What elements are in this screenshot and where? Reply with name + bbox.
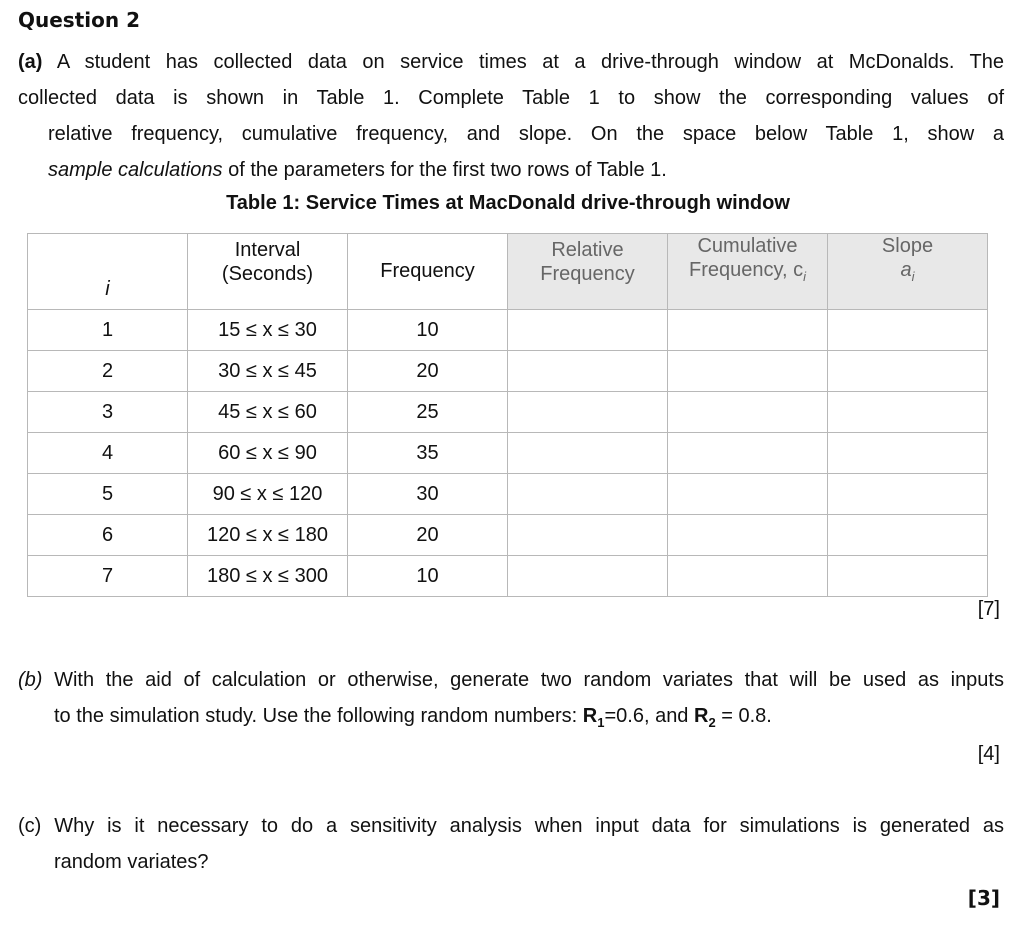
table-row [28, 310, 988, 351]
header-frequency: Frequency [348, 234, 508, 310]
cell-slope[interactable] [828, 474, 988, 515]
cell-slope[interactable] [828, 515, 988, 556]
cell-i: 5 [28, 474, 188, 515]
table-row [28, 351, 988, 392]
part-a-line-3: relative frequency, cumulative frequency, and slope. On the space below Table 1, show a [48, 123, 1004, 145]
table-caption: Table 1: Service Times at MacDonald drive-through window [226, 192, 790, 214]
header-slope: Slope $a_i$ [828, 234, 988, 310]
cell-cumulative-frequency[interactable] [668, 474, 828, 515]
header-relative-frequency: Relative Frequency [508, 234, 668, 310]
part-a-line-1-text: A student has collected data on service times at a drive-through window at McDonalds. The [56, 51, 1005, 73]
cell-i: 4 [28, 433, 188, 474]
part-b-label: (b) [18, 669, 43, 691]
table-row [28, 515, 988, 556]
cell-relative-frequency[interactable] [508, 556, 668, 597]
part-a-line-4-italic: sample calculations [48, 159, 223, 181]
cell-i: 1 [28, 310, 188, 351]
table-row [28, 392, 988, 433]
cell-cumulative-frequency[interactable] [668, 351, 828, 392]
cell-relative-frequency[interactable] [508, 474, 668, 515]
part-a-line-2: collected data is shown in Table 1. Complete Table 1 to show the corresponding values of [18, 87, 1004, 109]
part-b-text [18, 662, 1004, 741]
cell-frequency: 30 [348, 474, 508, 515]
cell-cumulative-frequency[interactable] [668, 433, 828, 474]
part-a-line-4-rest: of the parameters for the first two rows of Table 1. [222, 159, 667, 181]
cell-slope[interactable] [828, 392, 988, 433]
part-b-line-1: (b) With the aid of calculation or otherwise, generate two random variates that will be used as inputs [18, 669, 1004, 691]
header-interval: Interval (Seconds) [188, 234, 348, 310]
part-c-line-2: random variates? [54, 851, 209, 873]
cell-relative-frequency[interactable] [508, 310, 668, 351]
cell-frequency: 10 [348, 310, 508, 351]
header-cumulative-frequency: Cumulative Frequency, $c_i$ [668, 234, 828, 310]
cell-frequency: 20 [348, 515, 508, 556]
part-a-line-4 [18, 152, 1004, 188]
part-b-line-2: to the simulation study. Use the following random numbers: $R_1=0.6$, and $R_2 = 0.8$. [54, 705, 772, 730]
cell-i: 3 [28, 392, 188, 433]
cell-slope[interactable] [828, 556, 988, 597]
cell-frequency: 35 [348, 433, 508, 474]
part-a-label: (a) [18, 51, 43, 73]
cell-interval: 15 ≤ x ≤ 30 [188, 310, 348, 351]
part-c-label: (c) [18, 815, 42, 837]
service-times-table [27, 233, 988, 597]
question-title: Question 2 [18, 8, 140, 32]
cell-interval: 180 ≤ x ≤ 300 [188, 556, 348, 597]
part-c-text [18, 808, 1004, 880]
cell-slope[interactable] [828, 351, 988, 392]
table-header-row [28, 234, 988, 310]
cell-frequency: 10 [348, 556, 508, 597]
cell-relative-frequency[interactable] [508, 433, 668, 474]
part-c-marks: [3] [967, 886, 1000, 910]
part-a-text [18, 44, 1004, 188]
cell-cumulative-frequency[interactable] [668, 310, 828, 351]
cell-frequency: 25 [348, 392, 508, 433]
cell-cumulative-frequency[interactable] [668, 515, 828, 556]
cell-relative-frequency[interactable] [508, 392, 668, 433]
cell-cumulative-frequency[interactable] [668, 556, 828, 597]
table-row [28, 556, 988, 597]
cell-interval: 30 ≤ x ≤ 45 [188, 351, 348, 392]
cell-slope[interactable] [828, 310, 988, 351]
cell-relative-frequency[interactable] [508, 515, 668, 556]
cell-relative-frequency[interactable] [508, 351, 668, 392]
cell-cumulative-frequency[interactable] [668, 392, 828, 433]
header-i: i [28, 234, 188, 310]
cell-slope[interactable] [828, 433, 988, 474]
table-row [28, 474, 988, 515]
cell-i: 7 [28, 556, 188, 597]
part-a-marks: [7] [977, 598, 1000, 620]
cell-interval: 90 ≤ x ≤ 120 [188, 474, 348, 515]
part-a-line-1 [18, 44, 1004, 80]
cell-interval: 120 ≤ x ≤ 180 [188, 515, 348, 556]
cell-interval: 60 ≤ x ≤ 90 [188, 433, 348, 474]
part-c-line-1: (c) Why is it necessary to do a sensitivity analysis when input data for simulations is generated as [18, 815, 1004, 837]
cell-frequency: 20 [348, 351, 508, 392]
cell-i: 2 [28, 351, 188, 392]
cell-i: 6 [28, 515, 188, 556]
cell-interval: 45 ≤ x ≤ 60 [188, 392, 348, 433]
table-row [28, 433, 988, 474]
part-b-marks: [4] [977, 743, 1000, 765]
